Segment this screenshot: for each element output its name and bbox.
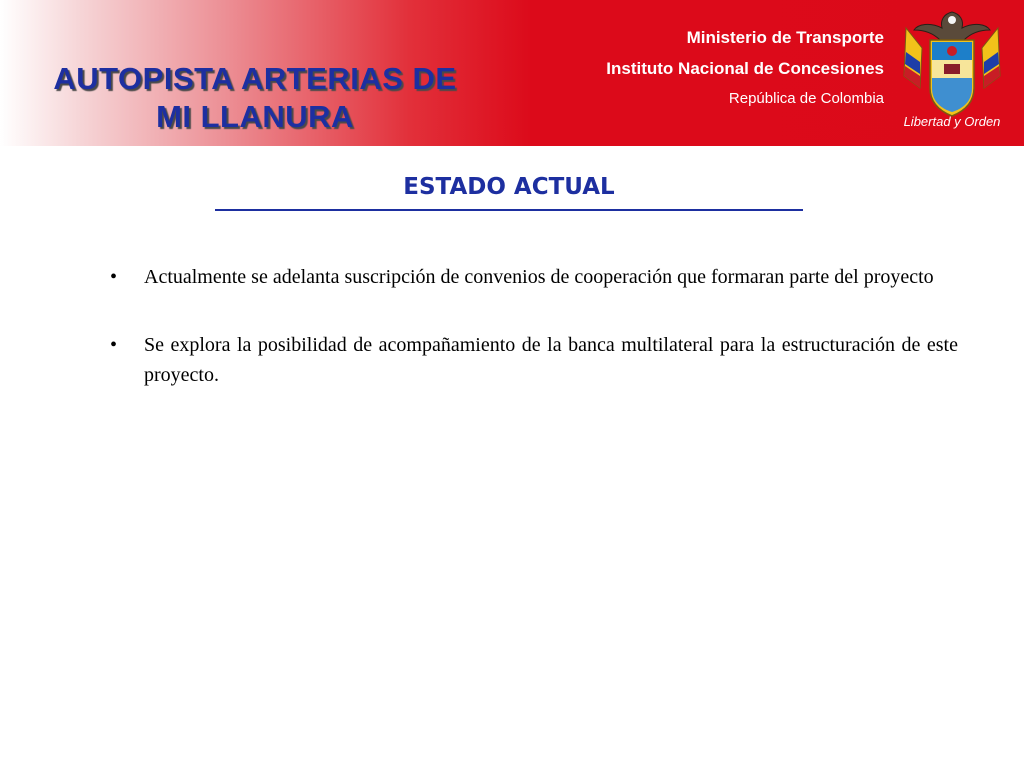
list-item bbox=[110, 262, 958, 292]
country-name: República de Colombia bbox=[728, 90, 884, 107]
institute-name: Instituto Nacional de Concesiones bbox=[606, 59, 884, 78]
project-title-line2: MI LLANURA bbox=[156, 99, 354, 134]
bullet-marker: • bbox=[110, 266, 118, 288]
bullet-text: Se explora la posibilidad de acompañamiento de la banca multilateral para la estructuración de este proyecto. bbox=[144, 334, 958, 386]
crest-motto: Libertad y Orden bbox=[903, 114, 1001, 129]
bullet-text: Actualmente se adelanta suscripción de convenios de cooperación que formaran parte del proyecto bbox=[144, 266, 934, 288]
section-underline bbox=[215, 209, 803, 211]
project-title-line1: AUTOPISTA ARTERIAS DE bbox=[53, 61, 457, 96]
project-title bbox=[0, 60, 510, 136]
bullet-list bbox=[110, 262, 958, 428]
list-item bbox=[110, 330, 958, 390]
ministry-name: Ministerio de Transporte bbox=[686, 28, 884, 47]
header-banner bbox=[0, 0, 1024, 146]
bullet-marker: • bbox=[110, 334, 118, 356]
section-title: ESTADO ACTUAL bbox=[403, 174, 615, 200]
